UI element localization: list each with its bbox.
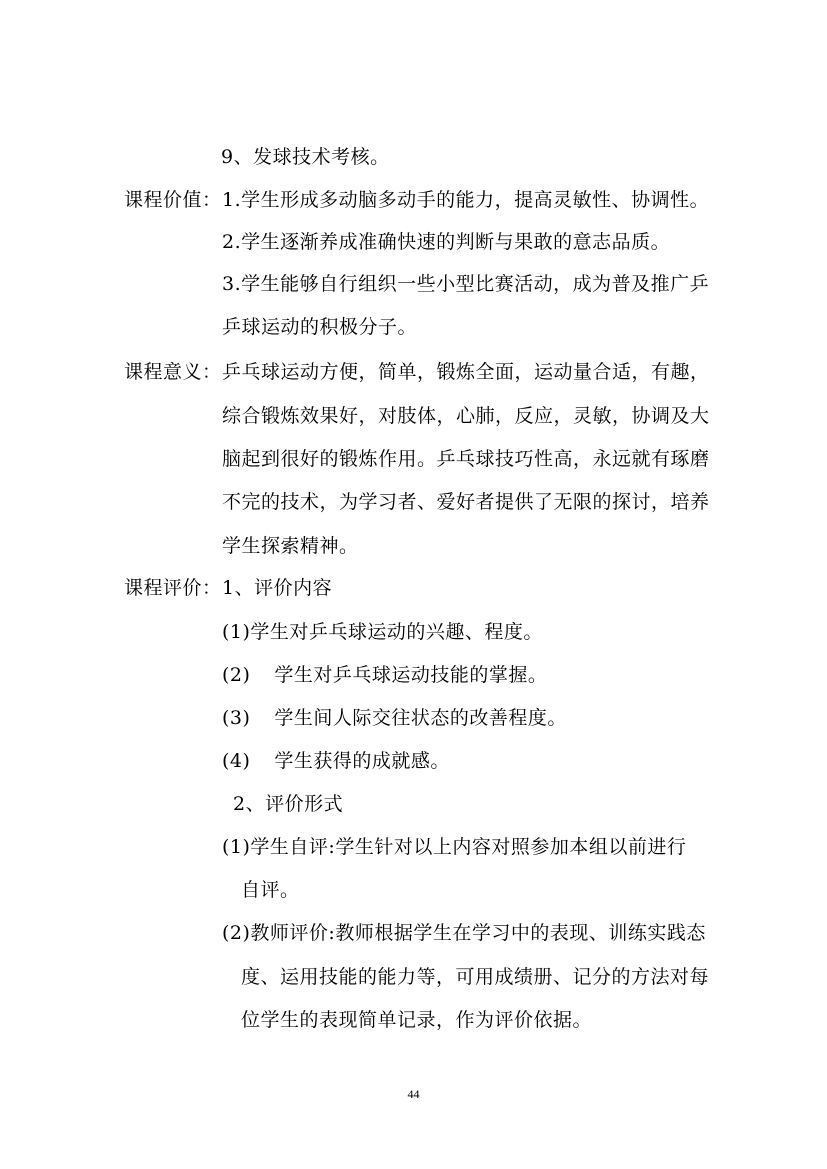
item-text: 学生获得的成就感。 — [274, 750, 450, 772]
item-number: (2) — [222, 664, 251, 686]
item-number: (4) — [222, 750, 251, 772]
evaluation-form-heading: 2、评价形式 — [233, 793, 344, 815]
course-meaning-label: 课程意义： — [124, 361, 222, 383]
item-text: 学生对乒乓球运动的兴趣、程度。 — [250, 621, 543, 643]
evaluation-content-heading: 1、评价内容 — [222, 577, 333, 599]
evaluation-form-line: (2)教师评价:教师根据学生在学习中的表现、训练实践态 — [222, 922, 706, 944]
course-value-line: 3.学生能够自行组织一些小型比赛活动，成为普及推广乒 — [222, 273, 710, 295]
evaluation-form-line: 位学生的表现简单记录，作为评价依据。 — [241, 1009, 593, 1031]
evaluation-form-line: (1)学生自评:学生针对以上内容对照参加本组以前进行 — [222, 836, 687, 858]
evaluation-content-item — [222, 663, 547, 687]
evaluation-form-line: 自评。 — [241, 879, 300, 901]
evaluation-content-item — [222, 749, 450, 773]
course-value-label: 课程价值： — [124, 189, 222, 211]
course-value-line: 2.学生逐渐养成准确快速的判断与果敢的意志品质。 — [222, 231, 671, 253]
item-number: (1) — [222, 621, 251, 643]
item-number: (3) — [222, 707, 251, 729]
course-meaning-line: 乒乓球运动方便，简单，锻炼全面，运动量合适，有趣， — [222, 361, 710, 383]
evaluation-form-line: 度、运用技能的能力等，可用成绩册、记分的方法对每 — [241, 966, 710, 988]
course-evaluation-label: 课程评价： — [124, 577, 222, 599]
evaluation-content-item — [222, 706, 567, 730]
evaluation-content-item — [222, 620, 543, 644]
course-value-line: 乒球运动的积极分子。 — [222, 316, 418, 338]
page-number: 44 — [407, 1087, 420, 1101]
course-meaning-line: 综合锻炼效果好，对肢体，心肺，反应，灵敏，协调及大 — [222, 405, 710, 427]
course-meaning-line: 学生探索精神。 — [222, 535, 359, 557]
item-text: 学生间人际交往状态的改善程度。 — [274, 707, 567, 729]
course-meaning-line: 脑起到很好的锻炼作用。乒乓球技巧性高，永远就有琢磨 — [222, 448, 710, 470]
item-9: 9、发球技术考核。 — [221, 146, 390, 168]
item-text: 学生对乒乓球运动技能的掌握。 — [274, 664, 548, 686]
course-meaning-line: 不完的技术，为学习者、爱好者提供了无限的探讨，培养 — [222, 491, 710, 513]
course-value-line: 1.学生形成多动脑多动手的能力，提高灵敏性、协调性。 — [222, 189, 710, 211]
